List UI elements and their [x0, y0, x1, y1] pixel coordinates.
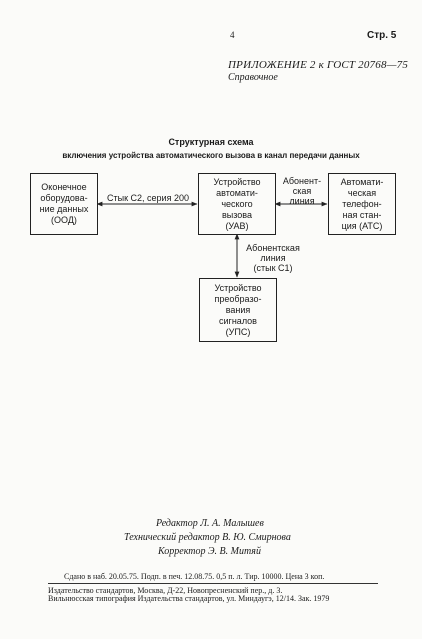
label-interface-c2: Стык С2, серия 200	[107, 193, 189, 203]
reference-type: Справочное	[228, 72, 278, 83]
credit-tech-editor: Технический редактор В. Ю. Смирнова	[124, 532, 291, 543]
box-uav: Устройство автомати- ческого вызова (УАВ)	[198, 173, 276, 235]
imprint-divider	[48, 583, 378, 584]
label-subscriber-line-ats: Абонент- ская линия	[282, 176, 322, 206]
box-ats: Автомати- ческая телефон- ная стан- ция (АТС)	[328, 173, 396, 235]
page-mark: 4	[230, 30, 235, 40]
diagram-title: Структурная схема	[168, 137, 254, 147]
credit-editor: Редактор Л. А. Малышев	[156, 518, 264, 529]
label-subscriber-line-ups: Абонентская линия (стык С1)	[246, 243, 300, 273]
imprint-publisher: Издательство стандартов, Москва, Д-22, Новопресненский пер., д. 3.	[48, 586, 283, 595]
imprint-printer: Вильнюсская типография Издательства стандартов, ул. Миндаугэ, 12/14. Зак. 1979	[48, 594, 330, 603]
box-ups: Устройство преобразо- вания сигналов (УПС)	[199, 278, 277, 342]
page-number: Стр. 5	[367, 30, 397, 41]
imprint-print-data: Сдано в наб. 20.05.75. Подп. в печ. 12.08.75. 0,5 п. л. Тир. 10000. Цена 3 коп.	[64, 572, 325, 581]
appendix-title: ПРИЛОЖЕНИЕ 2 к ГОСТ 20768—75	[228, 59, 409, 71]
box-ood: Оконечное оборудова- ние данных (ООД)	[30, 173, 98, 235]
diagram-subtitle: включения устройства автоматического вызова в канал передачи данных	[62, 151, 360, 160]
credit-proofreader: Корректор Э. В. Митяй	[158, 546, 261, 557]
